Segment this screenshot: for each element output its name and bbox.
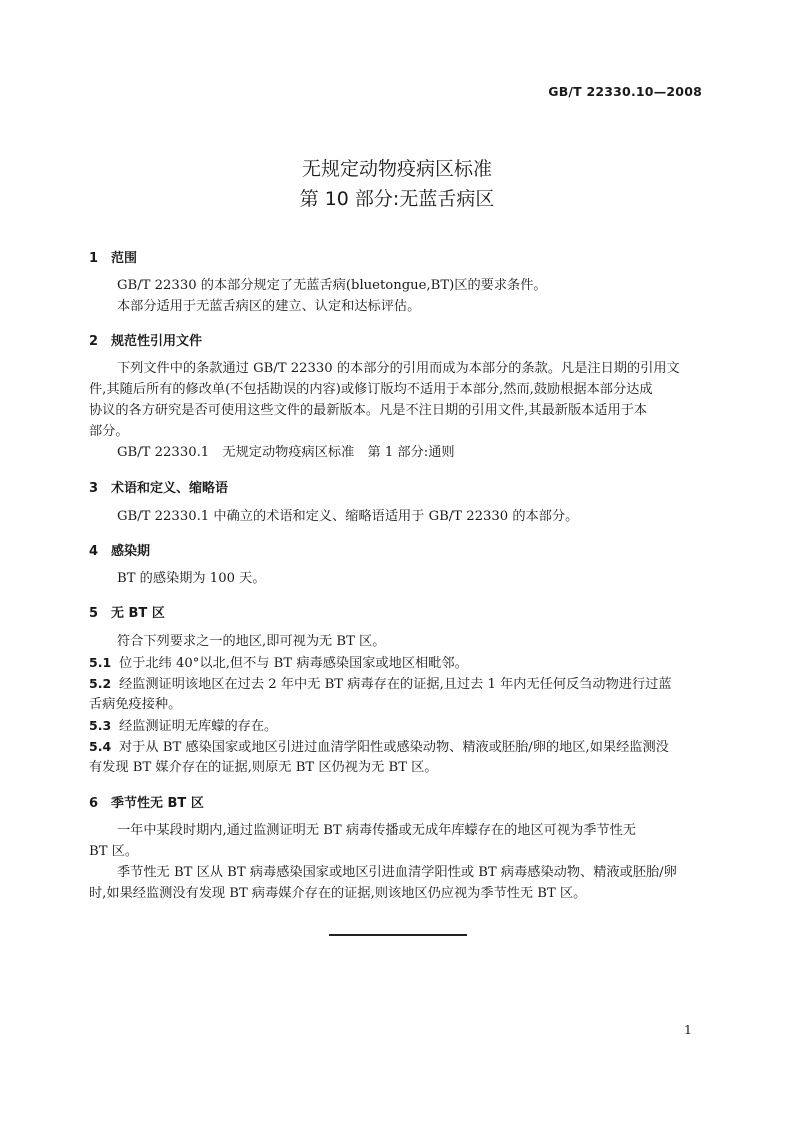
normative-reference: GB/T 22330.1 无规定动物疫病区标准 第 1 部分:通则: [117, 445, 455, 460]
paragraph-line: 时,如果经监测没有发现 BT 病毒媒介存在的证据,则该地区仍应视为季节性无 BT 区。: [89, 886, 587, 901]
paragraph-line: 下列文件中的条款通过 GB/T 22330 的本部分的引用而成为本部分的条款。凡是注日期的引用文: [117, 361, 680, 376]
paragraph: GB/T 22330.1 中确立的术语和定义、缩略语适用于 GB/T 22330 的本部分。: [117, 509, 579, 524]
section-title: 无 BT 区: [111, 606, 165, 621]
section-title: 术语和定义、缩略语: [111, 481, 229, 496]
clause-text: 经监测证明无库蠓的存在。: [119, 719, 278, 734]
section-5-heading: [89, 602, 165, 621]
clause-continuation: 舌病免疫接种。: [89, 697, 182, 712]
standard-number: GB/T 22330.10—2008: [548, 84, 702, 99]
clause-continuation: 有发现 BT 媒介存在的证据,则原无 BT 区仍视为无 BT 区。: [89, 760, 438, 775]
paragraph-line: 一年中某段时期内,通过监测证明无 BT 病毒传播或无成年库蠓存在的地区可视为季节性无: [117, 823, 636, 838]
clause-5-3: [89, 715, 277, 737]
document-title: 无规定动物疫病区标准: [301, 158, 492, 180]
section-6-heading: [89, 792, 204, 811]
section-title: 范围: [111, 251, 138, 266]
clause-number: 5.1: [89, 655, 112, 670]
section-number: 3: [89, 481, 99, 496]
paragraph-line: BT 区。: [89, 844, 139, 859]
paragraph-line: 季节性无 BT 区从 BT 病毒感染国家或地区引进血清学阳性或 BT 病毒感染动物、精液或胚胎/卵: [117, 865, 677, 880]
paragraph: 本部分适用于无蓝舌病区的建立、认定和达标评估。: [117, 299, 421, 314]
clause-5-1: [89, 652, 468, 674]
paragraph-line: 件,其随后所有的修改单(不包括勘误的内容)或修订版均不适用于本部分,然而,鼓励根据本部分达成: [89, 382, 653, 397]
section-title: 感染期: [111, 544, 151, 559]
paragraph: 符合下列要求之一的地区,即可视为无 BT 区。: [117, 634, 386, 649]
section-number: 4: [89, 544, 99, 559]
section-3-heading: [89, 477, 228, 496]
section-title: 季节性无 BT 区: [111, 796, 204, 811]
clause-text: 对于从 BT 感染国家或地区引进过血清学阳性或感染动物、精液或胚胎/卵的地区,如果经监测没: [119, 740, 669, 755]
section-number: 6: [89, 796, 99, 811]
clause-5-2: [89, 673, 672, 695]
section-number: 2: [89, 334, 99, 349]
page-number: 1: [684, 1022, 692, 1037]
section-4-heading: [89, 540, 150, 559]
section-2-heading: [89, 330, 202, 349]
document-subtitle: 第 10 部分:无蓝舌病区: [299, 188, 495, 210]
end-rule: [329, 934, 467, 936]
paragraph: BT 的感染期为 100 天。: [117, 571, 266, 586]
section-1-heading: [89, 247, 137, 266]
clause-number: 5.3: [89, 718, 112, 733]
paragraph: GB/T 22330 的本部分规定了无蓝舌病(bluetongue,BT)区的要求条件。: [117, 278, 547, 293]
paragraph-line: 部分。: [89, 424, 129, 439]
paragraph-line: 协议的各方研究是否可使用这些文件的最新版本。凡是不注日期的引用文件,其最新版本适用于本: [89, 403, 648, 418]
section-number: 1: [89, 251, 99, 266]
clause-5-4: [89, 736, 669, 758]
section-title: 规范性引用文件: [111, 334, 203, 349]
clause-text: 经监测证明该地区在过去 2 年中无 BT 病毒存在的证据,且过去 1 年内无任何反刍动物进行过蓝: [119, 677, 672, 692]
clause-number: 5.2: [89, 676, 112, 691]
section-number: 5: [89, 606, 99, 621]
clause-text: 位于北纬 40°以北,但不与 BT 病毒感染国家或地区相毗邻。: [119, 656, 468, 671]
clause-number: 5.4: [89, 739, 112, 754]
